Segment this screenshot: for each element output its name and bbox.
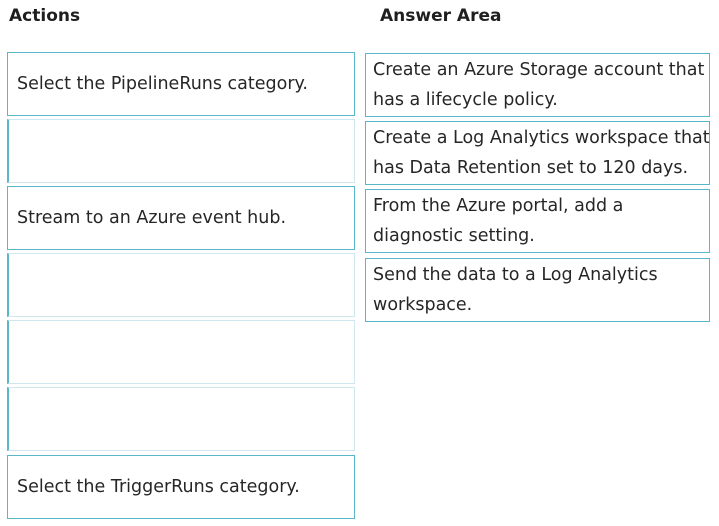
action-item-label: Select the PipelineRuns category. (17, 74, 308, 94)
action-item-label: Stream to an Azure event hub. (17, 208, 287, 228)
answer-item[interactable] (365, 121, 710, 185)
answer-item-line: Create a Log Analytics workspace that (373, 128, 710, 148)
action-slot-empty[interactable] (7, 119, 355, 183)
answer-item-line: has Data Retention set to 120 days. (373, 158, 689, 178)
action-item-label: Select the TriggerRuns category. (17, 477, 300, 497)
answer-item-line: From the Azure portal, add a (373, 196, 624, 216)
action-slot-empty[interactable] (7, 387, 355, 451)
answer-item-line: diagnostic setting. (373, 226, 535, 246)
answer-item-line: Send the data to a Log Analytics (373, 265, 658, 285)
actions-heading: Actions (9, 6, 81, 26)
action-item[interactable] (7, 186, 355, 250)
answer-item[interactable] (365, 258, 710, 322)
answer-item[interactable] (365, 189, 710, 253)
answer-item-line: workspace. (373, 295, 473, 315)
answer-area-heading: Answer Area (380, 6, 502, 26)
action-slot-empty[interactable] (7, 320, 355, 384)
answer-item-line: Create an Azure Storage account that (373, 60, 705, 80)
answer-item-line: has a lifecycle policy. (373, 90, 558, 110)
action-slot-empty[interactable] (7, 253, 355, 317)
answer-item[interactable] (365, 53, 710, 117)
action-item[interactable] (7, 52, 355, 116)
action-item[interactable] (7, 455, 355, 519)
